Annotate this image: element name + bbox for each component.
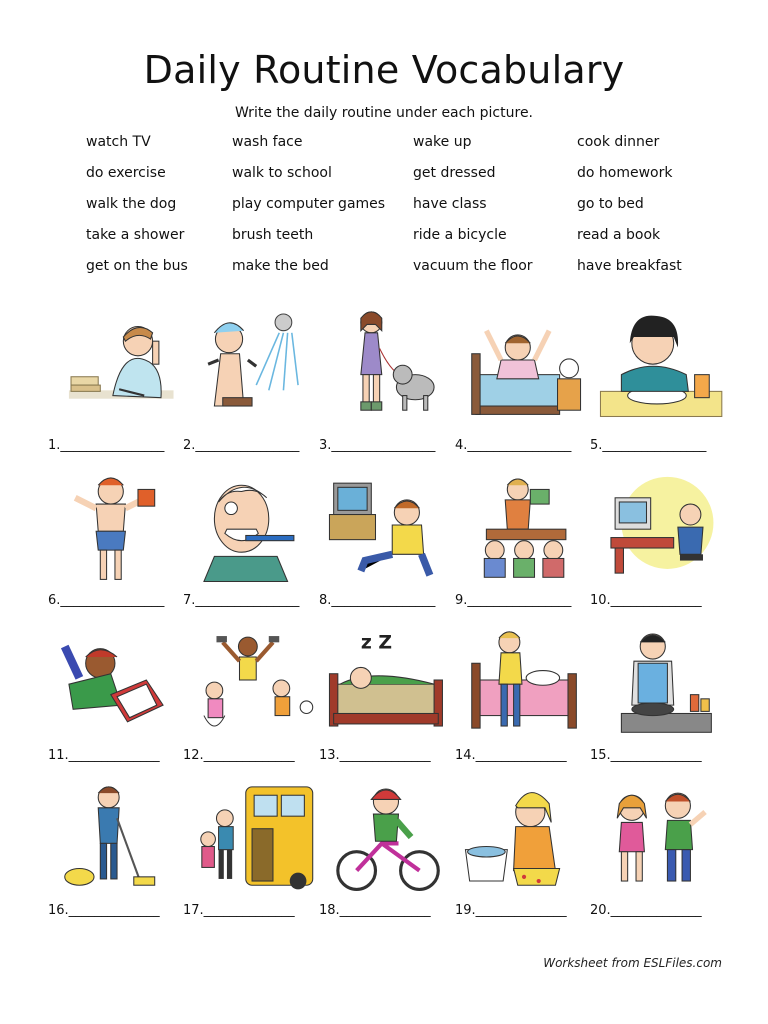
footer-credit: Worksheet from ESLFiles.com: [543, 956, 722, 970]
walking-to-school-picture: [590, 775, 726, 895]
watching-tv-picture: [319, 465, 455, 585]
student-homework-picture: [48, 300, 184, 420]
vocab-word: have class: [413, 196, 487, 212]
sleeping-picture: [319, 620, 455, 740]
vocab-word: read a book: [577, 227, 661, 243]
instructions: Write the daily routine under each picture.: [234, 105, 534, 121]
answer-blank[interactable]: 4.________________: [455, 438, 572, 453]
answer-blank[interactable]: 17.______________: [183, 903, 295, 918]
vocab-word: walk the dog: [86, 196, 177, 212]
answer-blank[interactable]: 2.________________: [183, 438, 300, 453]
answer-blank[interactable]: 10.______________: [590, 593, 702, 608]
answer-blank[interactable]: 1.________________: [48, 438, 165, 453]
vocab-word: play computer games: [232, 196, 386, 212]
washing-face-picture: [455, 775, 591, 895]
answer-blank[interactable]: 12.______________: [183, 748, 295, 763]
vocab-word: watch TV: [86, 134, 151, 150]
answer-blank[interactable]: 13.______________: [319, 748, 431, 763]
vocab-word: cook dinner: [577, 134, 660, 150]
school-bus-picture: [183, 775, 319, 895]
vocab-word: get dressed: [413, 165, 496, 181]
computer-games-picture: [590, 465, 726, 585]
vocab-word: do exercise: [86, 165, 166, 181]
vocabulary-list: [0, 134, 768, 294]
vocab-word: brush teeth: [232, 227, 314, 243]
walking-dog-picture: [319, 300, 455, 420]
vacuuming-picture: [48, 775, 184, 895]
answer-blank[interactable]: 5.________________: [590, 438, 707, 453]
shower-picture: [183, 300, 319, 420]
vocab-word: get on the bus: [86, 258, 188, 274]
answer-blank[interactable]: 15.______________: [590, 748, 702, 763]
answer-blank[interactable]: 9.________________: [455, 593, 572, 608]
bicycle-picture: [319, 775, 455, 895]
page-title: Daily Routine Vocabulary: [143, 48, 625, 92]
vocab-word: make the bed: [232, 258, 329, 274]
vocab-word: do homework: [577, 165, 673, 181]
answer-blank[interactable]: 18.______________: [319, 903, 431, 918]
answer-blank[interactable]: 19.______________: [455, 903, 567, 918]
exercise-picture: [183, 620, 319, 740]
answer-blank[interactable]: 6.________________: [48, 593, 165, 608]
answer-blank[interactable]: 20.______________: [590, 903, 702, 918]
answer-blank[interactable]: 14.______________: [455, 748, 567, 763]
vocab-word: ride a bicycle: [413, 227, 507, 243]
answer-blank[interactable]: 8.________________: [319, 593, 436, 608]
svg-text:z Z: z Z: [360, 632, 393, 654]
answer-blank[interactable]: 11.______________: [48, 748, 160, 763]
brushing-teeth-picture: [183, 465, 319, 585]
waking-up-picture: [455, 300, 591, 420]
vocab-word: go to bed: [577, 196, 644, 212]
vocab-word: vacuum the floor: [413, 258, 533, 274]
eating-breakfast-picture: [590, 300, 726, 420]
reading-book-picture: [48, 620, 184, 740]
making-bed-picture: [455, 620, 591, 740]
getting-dressed-picture: [48, 465, 184, 585]
vocab-word: have breakfast: [577, 258, 682, 274]
answer-blank[interactable]: 3.________________: [319, 438, 436, 453]
vocab-word: take a shower: [86, 227, 185, 243]
vocab-word: walk to school: [232, 165, 332, 181]
answer-blank[interactable]: 7.________________: [183, 593, 300, 608]
cooking-picture: [590, 620, 726, 740]
classroom-picture: [455, 465, 591, 585]
answer-blank[interactable]: 16.______________: [48, 903, 160, 918]
vocab-word: wake up: [413, 134, 472, 150]
vocab-word: wash face: [232, 134, 303, 150]
